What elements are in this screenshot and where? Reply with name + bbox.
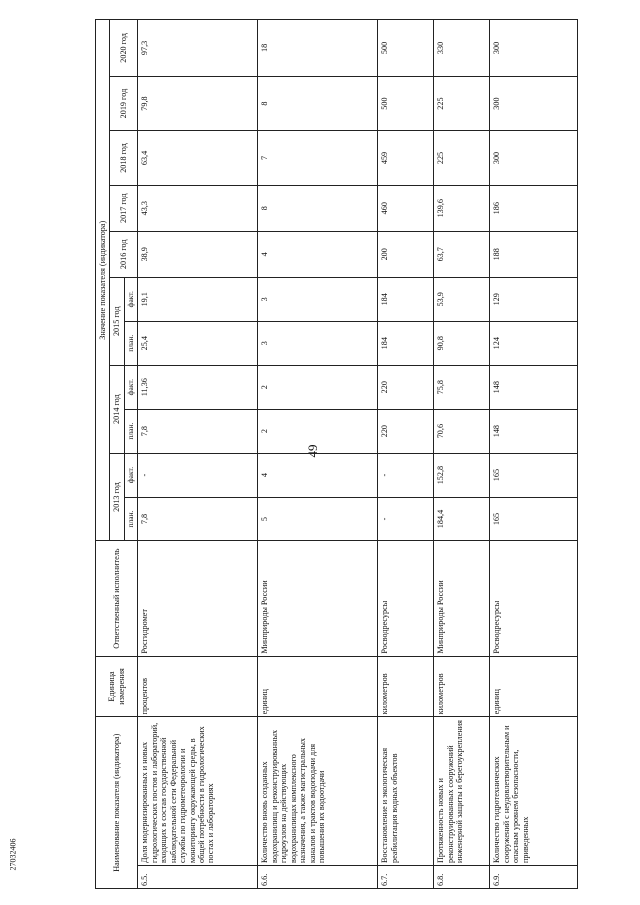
value-cell: 3 (258, 277, 378, 321)
value-cell: 4 (258, 231, 378, 277)
row-number: 6.8. (434, 865, 490, 888)
value-cell: 63,7 (434, 231, 490, 277)
value-cell: 43,3 (138, 185, 258, 231)
value-cell: 460 (378, 185, 434, 231)
indicator-name: Доля модернизированных и новых гидрологических постов и лабораторий, входящих в состав государственной наблюдательной сети Федеральной службы по гидрометеорологии и мониторингу окружающей среды, в общей потребности в гидрологических постах и лабораториях (138, 717, 258, 866)
table-row (434, 20, 490, 889)
row-number: 6.9. (490, 865, 578, 888)
value-cell: 165 (490, 453, 578, 497)
value-cell: 184 (378, 321, 434, 365)
value-cell: 11,36 (138, 365, 258, 409)
value-cell: 186 (490, 185, 578, 231)
header-2019: 2019 год (110, 76, 138, 130)
indicator-name: Восстановление и экологическая реабилитация водных объектов (378, 717, 434, 866)
value-cell: 300 (490, 20, 578, 77)
table-row (138, 20, 258, 889)
value-cell: 188 (490, 231, 578, 277)
header-2014: 2014 год (110, 365, 124, 453)
value-cell: 19,1 (138, 277, 258, 321)
value-cell: 225 (434, 131, 490, 185)
row-number: 6.5. (138, 865, 258, 888)
unit-cell: единиц (490, 656, 578, 717)
value-cell: 220 (378, 365, 434, 409)
header-2020: 2020 год (110, 20, 138, 77)
header-fact: факт. (124, 365, 138, 409)
value-cell: 129 (490, 277, 578, 321)
value-cell: 8 (258, 185, 378, 231)
value-cell: - (138, 453, 258, 497)
indicator-name: Количество вновь созданных водохранилищ и реконструированных гидроузлов на действующих водохранилищах комплексного назначения, а также магистральных каналов и трактов водоподачи для повышения их водоотдачи (258, 717, 378, 866)
row-number: 6.6. (258, 865, 378, 888)
value-cell: 148 (490, 365, 578, 409)
header-2017: 2017 год (110, 185, 138, 231)
value-cell: 53,9 (434, 277, 490, 321)
responsible-cell: Минприроды России (258, 541, 378, 656)
value-cell: 2 (258, 365, 378, 409)
value-cell: 7,8 (138, 409, 258, 453)
indicator-name: Протяженность новых и реконструированных сооружений инженерной защиты и берегоукрепления (434, 717, 490, 866)
header-values: Значение показателя (индикатора) (96, 20, 110, 542)
value-cell: 184 (378, 277, 434, 321)
value-cell: 79,8 (138, 76, 258, 130)
value-cell: 5 (258, 497, 378, 541)
value-cell: 225 (434, 76, 490, 130)
value-cell: 3 (258, 321, 378, 365)
value-cell: 90,8 (434, 321, 490, 365)
value-cell: 330 (434, 20, 490, 77)
value-cell: 184,4 (434, 497, 490, 541)
value-cell: - (378, 453, 434, 497)
value-cell: 139,6 (434, 185, 490, 231)
value-cell: 4 (258, 453, 378, 497)
value-cell: 7,8 (138, 497, 258, 541)
header-name: Наименование показателя (индикатора) (96, 717, 138, 889)
value-cell: 63,4 (138, 131, 258, 185)
unit-cell: процентов (138, 656, 258, 717)
value-cell: 300 (490, 76, 578, 130)
indicator-table (95, 19, 578, 889)
value-cell: 500 (378, 76, 434, 130)
responsible-cell: Росгидромет (138, 541, 258, 656)
page-number: 49 (305, 444, 320, 458)
value-cell: 7 (258, 131, 378, 185)
value-cell: 152,8 (434, 453, 490, 497)
table-body (138, 20, 578, 889)
table-row (258, 20, 378, 889)
header-plan: план. (124, 497, 138, 541)
value-cell: 8 (258, 76, 378, 130)
responsible-cell: Минприроды России (434, 541, 490, 656)
value-cell: 220 (378, 409, 434, 453)
header-fact: факт. (124, 277, 138, 321)
value-cell: 97,3 (138, 20, 258, 77)
value-cell: - (378, 497, 434, 541)
document-id: 27032406 (8, 838, 18, 871)
table-row (490, 20, 578, 889)
indicator-table-wrapper (95, 19, 620, 889)
unit-cell: километров (434, 656, 490, 717)
value-cell: 75,8 (434, 365, 490, 409)
header-2016: 2016 год (110, 231, 138, 277)
value-cell: 70,6 (434, 409, 490, 453)
header-responsible: Ответственный исполнитель (96, 541, 138, 656)
row-number: 6.7. (378, 865, 434, 888)
value-cell: 124 (490, 321, 578, 365)
value-cell: 38,9 (138, 231, 258, 277)
header-plan: план. (124, 321, 138, 365)
header-unit: Единица измерения (96, 656, 138, 717)
header-2013: 2013 год (110, 453, 124, 541)
header-fact: факт. (124, 453, 138, 497)
header-2015: 2015 год (110, 277, 124, 365)
unit-cell: километров (378, 656, 434, 717)
value-cell: 148 (490, 409, 578, 453)
header-2018: 2018 год (110, 131, 138, 185)
value-cell: 500 (378, 20, 434, 77)
value-cell: 2 (258, 409, 378, 453)
unit-cell: единиц (258, 656, 378, 717)
value-cell: 18 (258, 20, 378, 77)
value-cell: 25,4 (138, 321, 258, 365)
responsible-cell: Росводресурсы (378, 541, 434, 656)
value-cell: 300 (490, 131, 578, 185)
value-cell: 165 (490, 497, 578, 541)
header-plan: план. (124, 409, 138, 453)
responsible-cell: Росводресурсы (490, 541, 578, 656)
value-cell: 200 (378, 231, 434, 277)
table-row (378, 20, 434, 889)
indicator-name: Количество гидротехнических сооружений с неудовлетворительным и опасным уровнем безопасности, приведенных (490, 717, 578, 866)
value-cell: 459 (378, 131, 434, 185)
